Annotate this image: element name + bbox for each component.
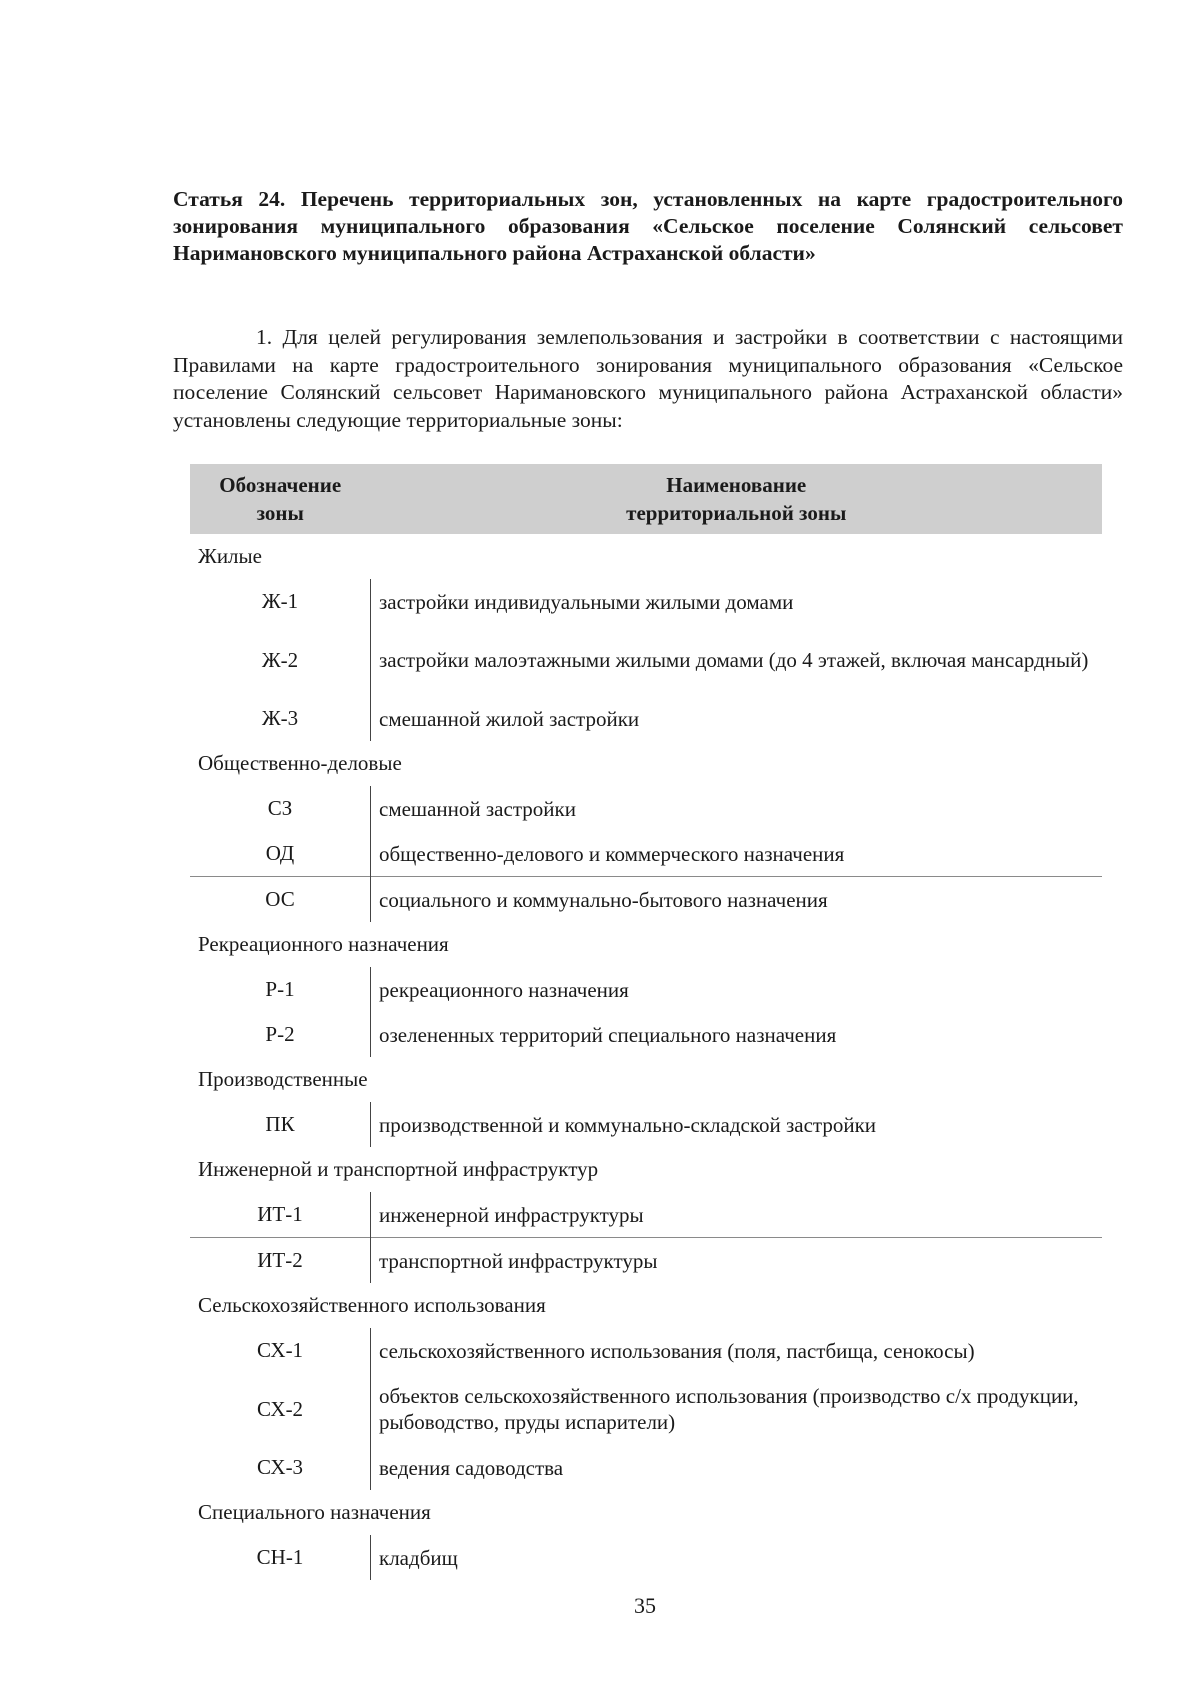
- table-row: [190, 786, 1102, 831]
- group-title: Производственные: [198, 1067, 368, 1091]
- header-code-line1: Обозначение: [219, 473, 342, 497]
- table-row: [190, 1238, 1102, 1284]
- zone-name: общественно-делового и коммерческого назначения: [371, 831, 1103, 877]
- page-number: 35: [634, 1593, 656, 1618]
- zone-code: ОД: [265, 841, 295, 865]
- group-row-infrastructure: [190, 1147, 1102, 1192]
- zone-name: смешанной застройки: [371, 786, 1103, 831]
- zone-code: Р-2: [265, 1022, 295, 1046]
- zone-name: застройки малоэтажными жилыми домами (до 4 этажей, включая мансардный): [371, 624, 1103, 696]
- group-title: Жилые: [198, 544, 262, 568]
- group-title: Общественно-деловые: [198, 751, 402, 775]
- table-row: [190, 1328, 1102, 1373]
- zone-name: застройки индивидуальными жилыми домами: [371, 579, 1103, 624]
- zone-name: объектов сельскохозяйственного использования (производство с/х продукции, рыбоводство, пруды испарители): [371, 1373, 1103, 1445]
- zone-name: ведения садоводства: [371, 1445, 1103, 1490]
- zone-code: СХ-1: [256, 1338, 304, 1362]
- zone-name: кладбищ: [371, 1535, 1103, 1580]
- header-code-line2: зоны: [256, 501, 304, 525]
- zone-code: Ж-1: [261, 589, 299, 613]
- group-title: Специального назначения: [198, 1500, 431, 1524]
- table-row: [190, 696, 1102, 741]
- zone-name: смешанной жилой застройки: [371, 696, 1103, 741]
- table-row: [190, 1445, 1102, 1490]
- group-row-recreational: [190, 922, 1102, 967]
- table-row: [190, 877, 1102, 923]
- table-row: [190, 1373, 1102, 1445]
- table-row: [190, 579, 1102, 624]
- zone-name: социального и коммунально-бытового назначения: [371, 877, 1103, 923]
- table-row: [190, 967, 1102, 1012]
- zone-code: Ж-2: [261, 647, 299, 672]
- group-title: Рекреационного назначения: [198, 932, 449, 956]
- zone-name: производственной и коммунально-складской застройки: [371, 1102, 1103, 1147]
- zone-code: СЗ: [267, 796, 293, 820]
- zone-code: ОС: [190, 877, 371, 923]
- table-row: [190, 1102, 1102, 1147]
- table-row: [190, 1012, 1102, 1057]
- table-row: [190, 624, 1102, 696]
- zone-name: инженерной инфраструктуры: [371, 1192, 1103, 1238]
- zone-name: транспортной инфраструктуры: [371, 1238, 1103, 1284]
- intro-paragraph: 1. Для целей регулирования землепользования и застройки в соответствии с настоящими Правилами на карте градостроительного зонирования муниципального образования «Сельское поселение Солянский сельсовет Наримановского муниципального района Астраханской области» установлены следующие территориальные зоны:: [173, 325, 1123, 432]
- header-name-line2: территориальной зоны: [626, 501, 847, 525]
- zone-code: СХ-3: [256, 1455, 304, 1479]
- table-row: [190, 1535, 1102, 1580]
- group-row-residential: [190, 534, 1102, 579]
- zone-name: озелененных территорий специального назначения: [371, 1012, 1103, 1057]
- header-name-line1: Наименование: [666, 473, 807, 497]
- table-row: [190, 831, 1102, 877]
- article-heading: Статья 24. Перечень территориальных зон, установленных на карте градостроительного зонирования муниципального образования «Сельское поселение Солянский сельсовет Наримановского муниципального района Астраханской области»: [173, 187, 1123, 265]
- zone-code: Ж-3: [261, 706, 299, 730]
- zone-code: СН-1: [256, 1545, 304, 1569]
- zone-name: сельскохозяйственного использования (поля, пастбища, сенокосы): [371, 1328, 1103, 1373]
- zone-code: Р-1: [265, 977, 295, 1001]
- table-row: [190, 1192, 1102, 1238]
- zones-table: [190, 464, 1102, 1580]
- zone-name: рекреационного назначения: [371, 967, 1103, 1012]
- zone-code: ПК: [265, 1112, 295, 1136]
- group-row-special: [190, 1490, 1102, 1535]
- zone-code: ИТ-2: [190, 1238, 371, 1284]
- zone-code: СХ-2: [256, 1396, 304, 1421]
- group-row-agricultural: [190, 1283, 1102, 1328]
- group-title: Инженерной и транспортной инфраструктур: [198, 1157, 599, 1181]
- group-title: Сельскохозяйственного использования: [198, 1293, 546, 1317]
- header-zone-code: [190, 464, 371, 534]
- zone-code: ИТ-1: [257, 1202, 303, 1226]
- header-zone-name: [371, 464, 1103, 534]
- table-header-row: [190, 464, 1102, 534]
- group-row-industrial: [190, 1057, 1102, 1102]
- group-row-public-business: [190, 741, 1102, 786]
